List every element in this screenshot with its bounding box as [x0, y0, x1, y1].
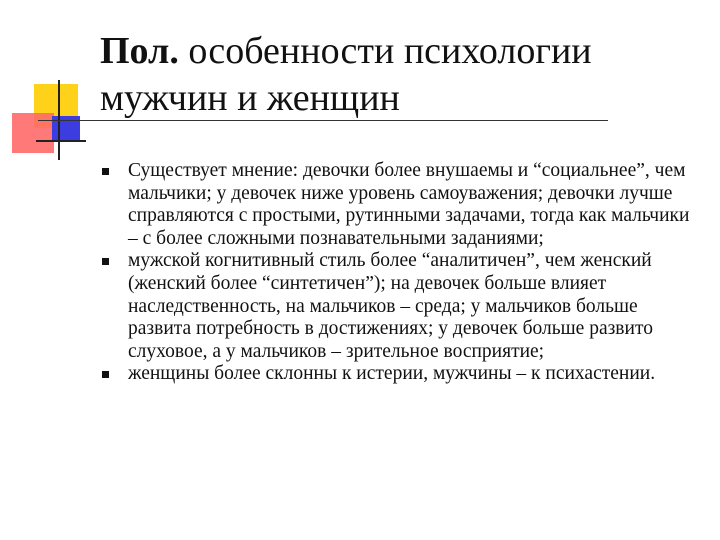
title-lead: Пол.	[100, 30, 179, 72]
bullet-item	[100, 160, 700, 250]
slide-title	[100, 28, 700, 122]
bullet-text: женщины более склонны к истерии, мужчины – к психастении.	[128, 363, 656, 385]
bullet-text: мужской когнитивный стиль более “аналитичен”, чем женский (женский более “синтетичен”); на девочек больше влияет наследственность, на мальчиков – среда; у мальчиков больше развита потребность в достижениях; у девочек больше развито слуховое, а у мальчиков – зрительное восприятие;	[128, 250, 653, 362]
bullet-list	[100, 160, 700, 386]
title-rest: особенности психологии мужчин и женщин	[100, 30, 592, 119]
bullet-square-icon	[102, 371, 109, 378]
bullet-item	[100, 250, 700, 363]
bullet-text: Существует мнение: девочки более внушаемы и “социальнее”, чем мальчики; у девочек ниже уровень самоуважения; девочки лучше справляются с простыми, рутинными задачами, тогда как мальчики – с более сложными познавательными заданиями;	[128, 160, 690, 249]
bullet-item	[100, 363, 700, 386]
bullet-square-icon	[102, 168, 109, 175]
decor-short-line	[36, 140, 86, 142]
decor-red-square	[12, 113, 54, 153]
bullet-square-icon	[102, 258, 109, 265]
